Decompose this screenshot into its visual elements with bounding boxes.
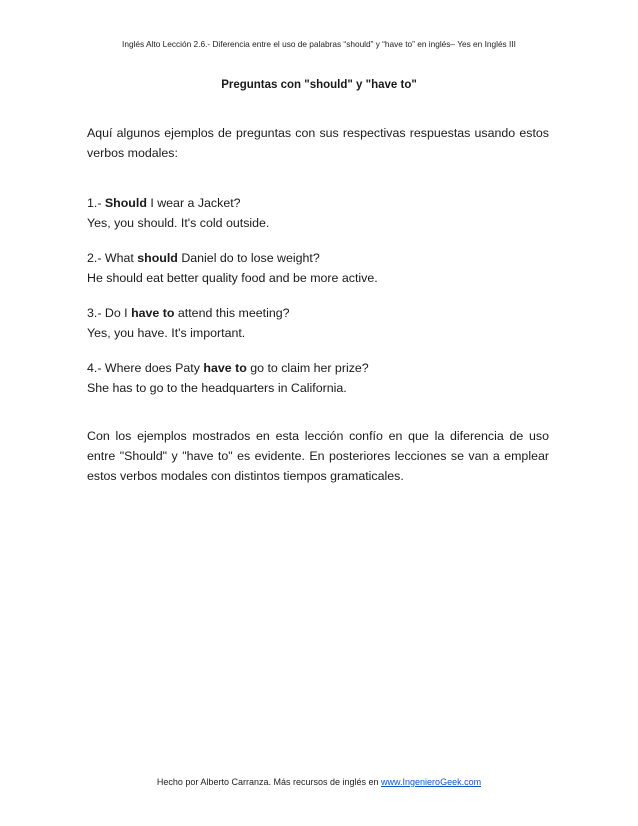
question-suffix: attend this meeting? — [174, 306, 290, 320]
question-suffix: Daniel do to lose weight? — [177, 251, 320, 265]
page-footer — [0, 777, 638, 787]
example-1 — [87, 193, 549, 233]
example-3 — [87, 303, 549, 343]
intro-paragraph: Aquí algunos ejemplos de preguntas con sus respectivas respuestas usando estos verbos modales: — [87, 126, 549, 160]
modal-verb-highlight: have to — [131, 306, 175, 320]
example-question — [87, 193, 549, 213]
main-content — [87, 123, 549, 486]
example-question — [87, 358, 549, 378]
modal-verb-highlight: Should — [104, 196, 147, 210]
modal-verb-highlight: have to — [203, 361, 247, 375]
modal-verb-highlight: should — [137, 251, 178, 265]
question-prefix: 1.- — [87, 196, 105, 210]
example-2 — [87, 248, 549, 288]
question-prefix: 3.- Do I — [87, 306, 132, 320]
question-suffix: I wear a Jacket? — [146, 196, 241, 210]
example-question — [87, 303, 549, 323]
example-answer: He should eat better quality food and be more active. — [87, 271, 378, 285]
conclusion-paragraph: Con los ejemplos mostrados en esta lección confío en que la diferencia de uso entre "Should" y "have to" es evidente. En posteriores lecciones se van a emplear estos verbos modales con distintos tiempos gramaticales. — [87, 429, 549, 483]
page-header: Inglés Alto Lección 2.6.- Diferencia entre el uso de palabras “should” y “have to” en inglés– Yes en Inglés III — [122, 39, 516, 49]
question-prefix: 2.- What — [87, 251, 138, 265]
example-answer: She has to go to the headquarters in California. — [87, 381, 347, 395]
footer-website-link[interactable]: www.IngenieroGeek.com — [381, 777, 482, 787]
footer-text: Hecho por Alberto Carranza. Más recursos de inglés en — [156, 777, 382, 787]
question-suffix: go to claim her prize? — [246, 361, 369, 375]
question-prefix: 4.- Where does Paty — [87, 361, 204, 375]
example-4 — [87, 358, 549, 398]
example-answer: Yes, you should. It's cold outside. — [87, 216, 270, 230]
example-answer: Yes, you have. It's important. — [87, 326, 246, 340]
example-question — [87, 248, 549, 268]
document-title: Preguntas con "should" y "have to" — [221, 79, 417, 91]
